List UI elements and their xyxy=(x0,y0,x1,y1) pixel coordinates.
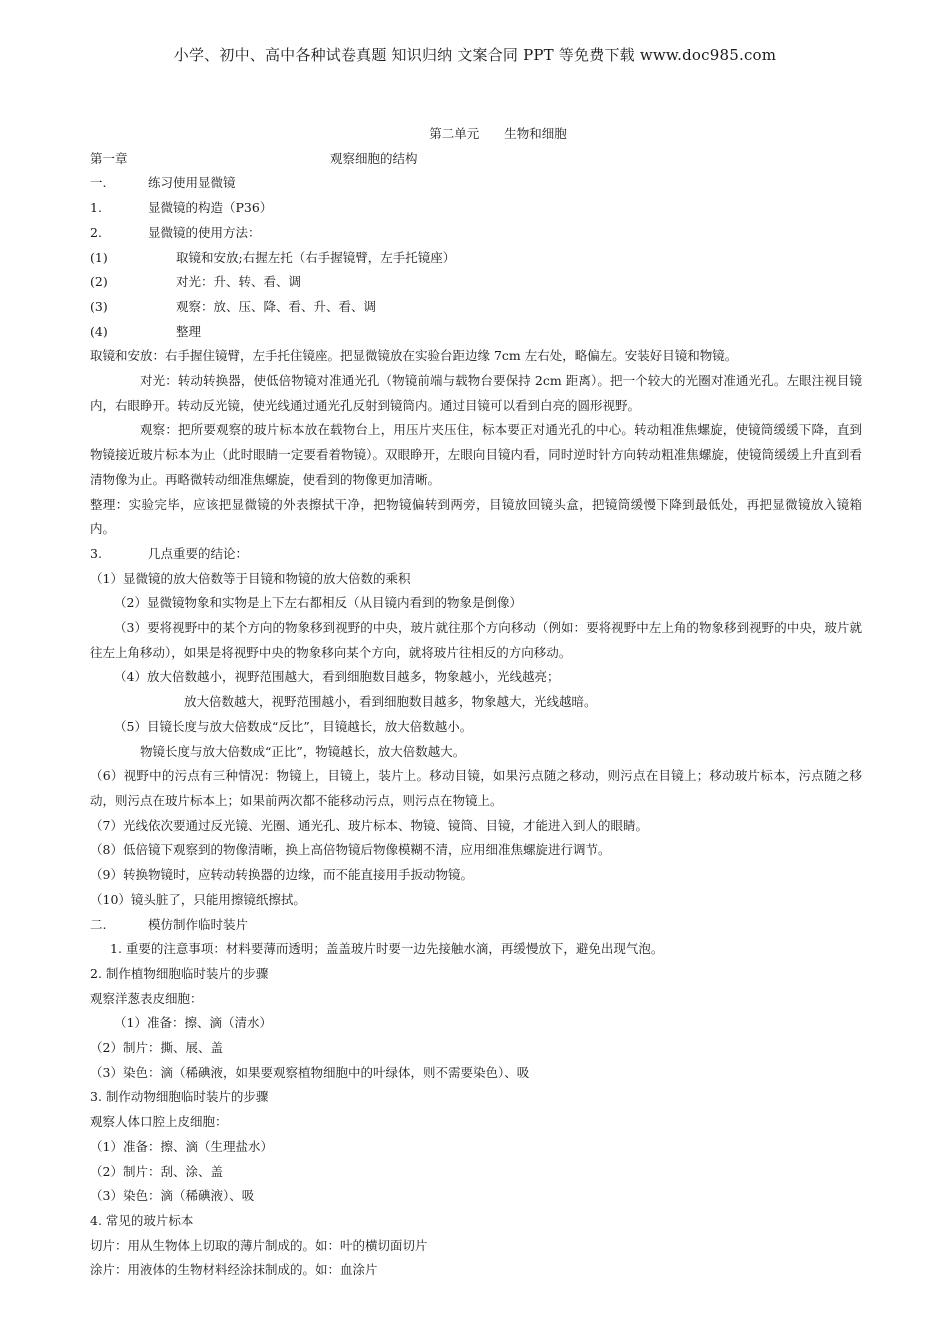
list-item: （2）制片：刮、涂、盖 xyxy=(90,1163,223,1179)
conclusion-item: （5）目镜长度与放大倍数成“反比”，目镜越长，放大倍数越小。 xyxy=(114,718,473,734)
conclusion-item: （2）显微镜物象和实物是上下左右都相反（从目镜内看到的物象是倒像） xyxy=(114,595,522,611)
list-item: 1. 重要的注意事项：材料要薄而透明；盖盖玻片时要一边先接触水滴，再缓慢放下，避免出现气泡。 xyxy=(110,941,664,957)
conclusion-item: （4）放大倍数越小，视野范围越大，看到细胞数目越多，物象越小，光线越亮； xyxy=(114,669,560,685)
conclusion-item: （1）显微镜的放大倍数等于目镜和物镜的放大倍数的乘积 xyxy=(90,570,411,586)
list-item: 3. 制作动物细胞临时装片的步骤 xyxy=(90,1089,269,1105)
step-text: 整理 xyxy=(176,323,202,339)
item-number: 3. xyxy=(90,545,102,561)
step-number: (2) xyxy=(90,274,108,290)
section-heading-1 xyxy=(90,171,862,196)
list-item: 观察人体口腔上皮细胞： xyxy=(90,1114,228,1130)
step-number: (3) xyxy=(90,298,108,314)
section-number: 一. xyxy=(90,175,107,191)
conclusion-item: （8）低倍镜下观察到的物像清晰，换上高倍物镜后物像模糊不清，应用细准焦螺旋进行调节。 xyxy=(90,842,611,858)
step-text: 对光：升、转、看、调 xyxy=(176,274,302,290)
document-body xyxy=(90,122,862,1283)
list-item: 4. 常见的玻片标本 xyxy=(90,1212,194,1228)
unit-title: 第二单元 生物和细胞 xyxy=(429,126,567,141)
item-text: 几点重要的结论： xyxy=(148,545,249,561)
step-item xyxy=(90,246,862,271)
list-item: （3）染色：滴（稀碘液）、吸 xyxy=(90,1188,255,1204)
page-header: 小学、初中、高中各种试卷真题 知识归纳 文案合同 PPT 等免费下载 www.doc985.com xyxy=(173,46,777,64)
step-text: 取镜和安放;右握左托（右手握镜臂，左手托镜座） xyxy=(176,249,456,265)
list-item: 观察洋葱表皮细胞： xyxy=(90,990,203,1006)
list-item xyxy=(90,221,862,246)
step-item xyxy=(90,270,862,295)
conclusion-item: （7）光线依次要通过反光镜、光圈、通光孔、玻片标本、物镜、镜筒、目镜，才能进入到人的眼睛。 xyxy=(90,817,648,833)
step-number: (1) xyxy=(90,249,108,265)
list-item: （1）准备：擦、滴（清水） xyxy=(114,1015,272,1031)
item-text: 显微镜的使用方法： xyxy=(148,224,261,240)
step-item xyxy=(90,295,862,320)
list-item: 涂片：用液体的生物材料经涂抹制成的。如：血涂片 xyxy=(90,1262,378,1278)
section-heading-2 xyxy=(90,913,862,938)
item-number: 1. xyxy=(90,200,102,216)
conclusion-item-continued: 放大倍数越大，视野范围越小，看到细胞数目越多，物象越大，光线越暗。 xyxy=(184,694,597,710)
list-item xyxy=(90,542,862,567)
list-item: （3）染色：滴（稀碘液，如果要观察植物细胞中的叶绿体，则不需要染色）、吸 xyxy=(90,1064,530,1080)
conclusion-item: （9）转换物镜时，应转动转换器的边缘，而不能直接用手扳动物镜。 xyxy=(90,867,473,883)
conclusion-item: （3）要将视野中的某个方向的物象移到视野的中央，玻片就往那个方向移动（例如：要将视野中左上角的物象移到视野的中央，玻片就往左上角移动），如果是将视野中央的物象移向某个方向，就将玻片往相反的方向移动。 xyxy=(90,620,862,660)
list-item: （1）准备：擦、滴（生理盐水） xyxy=(90,1138,273,1154)
paragraph-take-and-place: 取镜和安放：右手握住镜臂，左手托住镜座。把显微镜放在实验台距边缘 7cm 左右处，略偏左。安装好目镜和物镜。 xyxy=(90,348,738,364)
chapter-heading xyxy=(90,147,862,172)
list-item: 2. 制作植物细胞临时装片的步骤 xyxy=(90,965,269,981)
list-item xyxy=(90,196,862,221)
conclusion-item: （6）视野中的污点有三种情况：物镜上，目镜上，装片上。移动目镜，如果污点随之移动，则污点在目镜上；移动玻片标本，污点随之移动，则污点在玻片标本上；如果前两次都不能移动污点，则污点在物镜上。 xyxy=(90,768,862,808)
item-text: 显微镜的构造（P36） xyxy=(148,200,273,216)
conclusion-item: （10）镜头脏了，只能用擦镜纸擦拭。 xyxy=(90,891,306,907)
list-item: （2）制片：撕、展、盖 xyxy=(90,1040,223,1056)
step-text: 观察：放、压、降、看、升、看、调 xyxy=(176,298,377,314)
section-title: 练习使用显微镜 xyxy=(148,175,236,191)
section-title: 模仿制作临时装片 xyxy=(148,916,249,932)
step-number: (4) xyxy=(90,323,108,339)
item-number: 2. xyxy=(90,224,102,240)
section-number: 二. xyxy=(90,916,107,932)
paragraph-tidy: 整理：实验完毕，应该把显微镜的外表擦拭干净，把物镜偏转到两旁，目镜放回镜头盒，把镜筒缓慢下降到最低处，再把显微镜放入镜箱内。 xyxy=(90,496,862,537)
chapter-title: 观察细胞的结构 xyxy=(330,150,418,166)
paragraph-observe: 观察：把所要观察的玻片标本放在载物台上，用压片夹压住，标本要正对通光孔的中心。转动粗准焦螺旋，使镜筒缓缓下降，直到物镜接近玻片标本为止（此时眼睛一定要看着物镜）。双眼睁开，左眼向目镜内看，同时逆时针方向转动粗准焦螺旋，使镜筒缓缓上升直到看清物像为止。再略微转动细准焦螺旋，使看到的物像更加清晰。 xyxy=(90,422,862,487)
step-item xyxy=(90,320,862,345)
chapter-number: 第一章 xyxy=(90,150,128,166)
paragraph-light-adjust: 对光：转动转换器，使低倍物镜对准通光孔（物镜前端与载物台要保持 2cm 距离）。把一个较大的光圈对准通光孔。左眼注视目镜内，右眼睁开。转动反光镜，使光线通过通光孔反射到镜筒内。通过目镜可以看到白亮的圆形视野。 xyxy=(90,373,862,413)
list-item: 切片：用从生物体上切取的薄片制成的。如：叶的横切面切片 xyxy=(90,1237,428,1253)
conclusion-item-continued: 物镜长度与放大倍数成“正比”，物镜越长，放大倍数越大。 xyxy=(140,743,466,759)
